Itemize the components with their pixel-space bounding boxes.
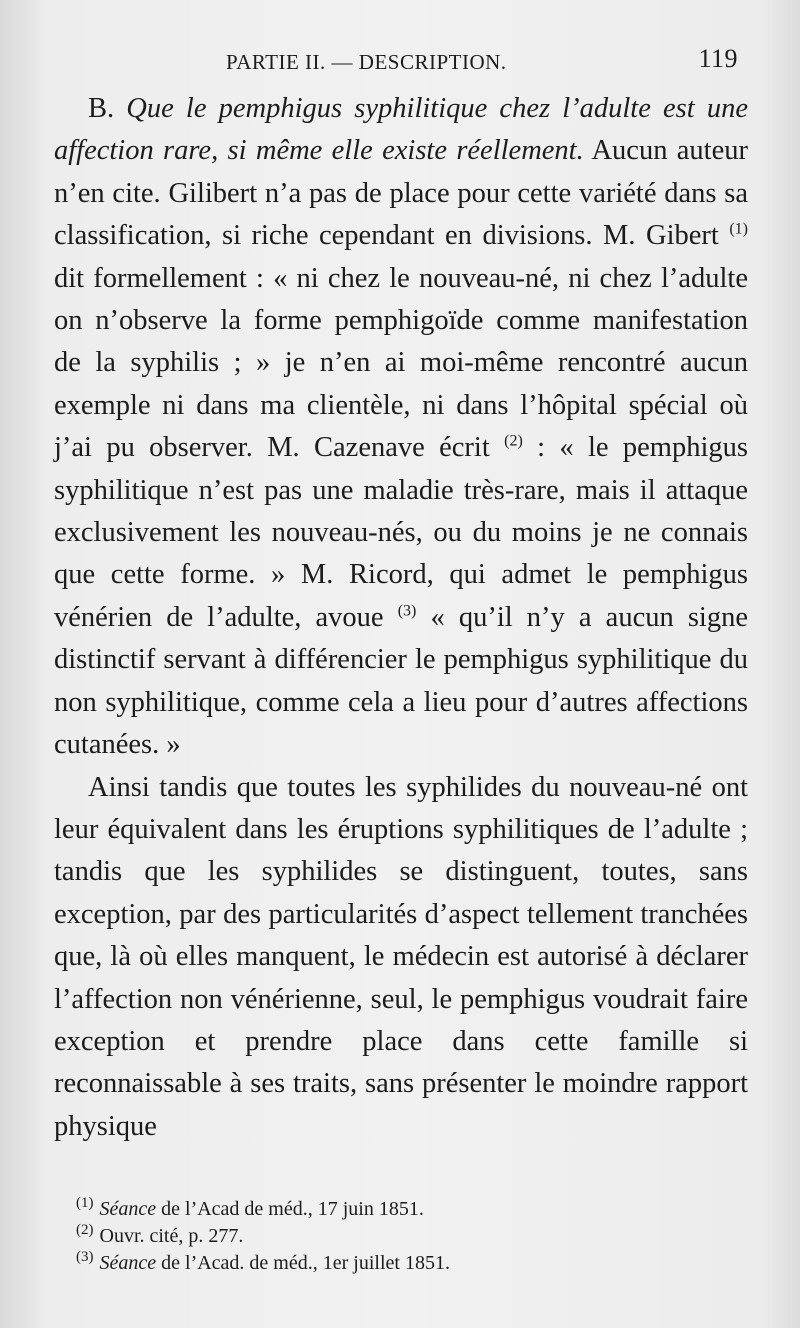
section-label: B. (88, 93, 115, 124)
footnote-3 (76, 1250, 756, 1277)
footnote-italic: Séance (99, 1198, 157, 1220)
footnotes (76, 1196, 756, 1277)
footnote-1 (76, 1196, 756, 1223)
footnote-mark: (2) (76, 1222, 94, 1239)
body-text (54, 88, 748, 1148)
page-number: 119 (698, 44, 738, 73)
footnote-mark: (1) (76, 1195, 94, 1212)
footnote-text: de l’Acad de méd., 17 juin 1851. (156, 1198, 424, 1220)
footnote-text: de l’Acad. de méd., 1er juillet 1851. (156, 1252, 450, 1274)
footnote-italic: Séance (99, 1252, 157, 1274)
paragraph-1-text-c: : « le pemphigus syphilitique n’est pas une maladie très-rare, mais il attaque exclusivement les nouveau-nés, ou du moins je ne connais que cette forme. » M. Ricord, qui admet le pemphigus vénérien de l’adulte, avoue (54, 432, 748, 633)
paragraph-2: Ainsi tandis que toutes les syphilides du nouveau-né ont leur équivalent dans les éruptions syphilitiques de l’adulte ; tandis que les syphilides se distinguent, toutes, sans exception, par des particularités d’aspect tellement tranchées que, là où elles manquent, le médecin est autorisé à déclarer l’affection non vénérienne, seul, le pemphigus voudrait faire exception et prendre place dans cette famille si reconnaissable à ses traits, sans présenter le moindre rapport physique (54, 771, 748, 1142)
paragraph-1 (54, 88, 748, 767)
paragraph-1-text-b: dit formellement : « ni chez le nouveau-né, ni chez l’adulte on n’observe la forme pemphigoïde comme manifestation de la syphilis ; » je n’en ai moi-même rencontré aucun exemple ni dans ma clientèle, ni dans l’hôpital spécial où j’ai pu observer. M. Cazenave écrit (54, 262, 748, 464)
footnote-ref-3: (3) (397, 602, 417, 620)
paragraph-1-text-d: « qu’il n’y a aucun signe distinctif servant à différencier le pemphigus syphilitique du non syphilitique, comme cela a lieu pour d’autres affections cutanées. » (54, 601, 748, 761)
footnote-ref-2: (2) (504, 432, 523, 450)
page-header (0, 44, 800, 84)
section-heading: Que le pemphigus syphilitique chez l’adulte est une affection rare, si même elle existe réellement. (54, 93, 748, 167)
footnote-mark: (3) (76, 1249, 94, 1266)
footnote-ref-1: (1) (729, 220, 748, 238)
running-title: PARTIE II. — DESCRIPTION. (226, 50, 507, 74)
footnote-text: Ouvr. cité, p. 277. (99, 1225, 244, 1247)
paragraph-1-text-a: Aucun auteur n’en cite. Gilibert n’a pas de place pour cette variété dans sa classification, si riche cependant en divisions. M. Gibert (54, 135, 748, 252)
footnote-2 (76, 1223, 756, 1250)
